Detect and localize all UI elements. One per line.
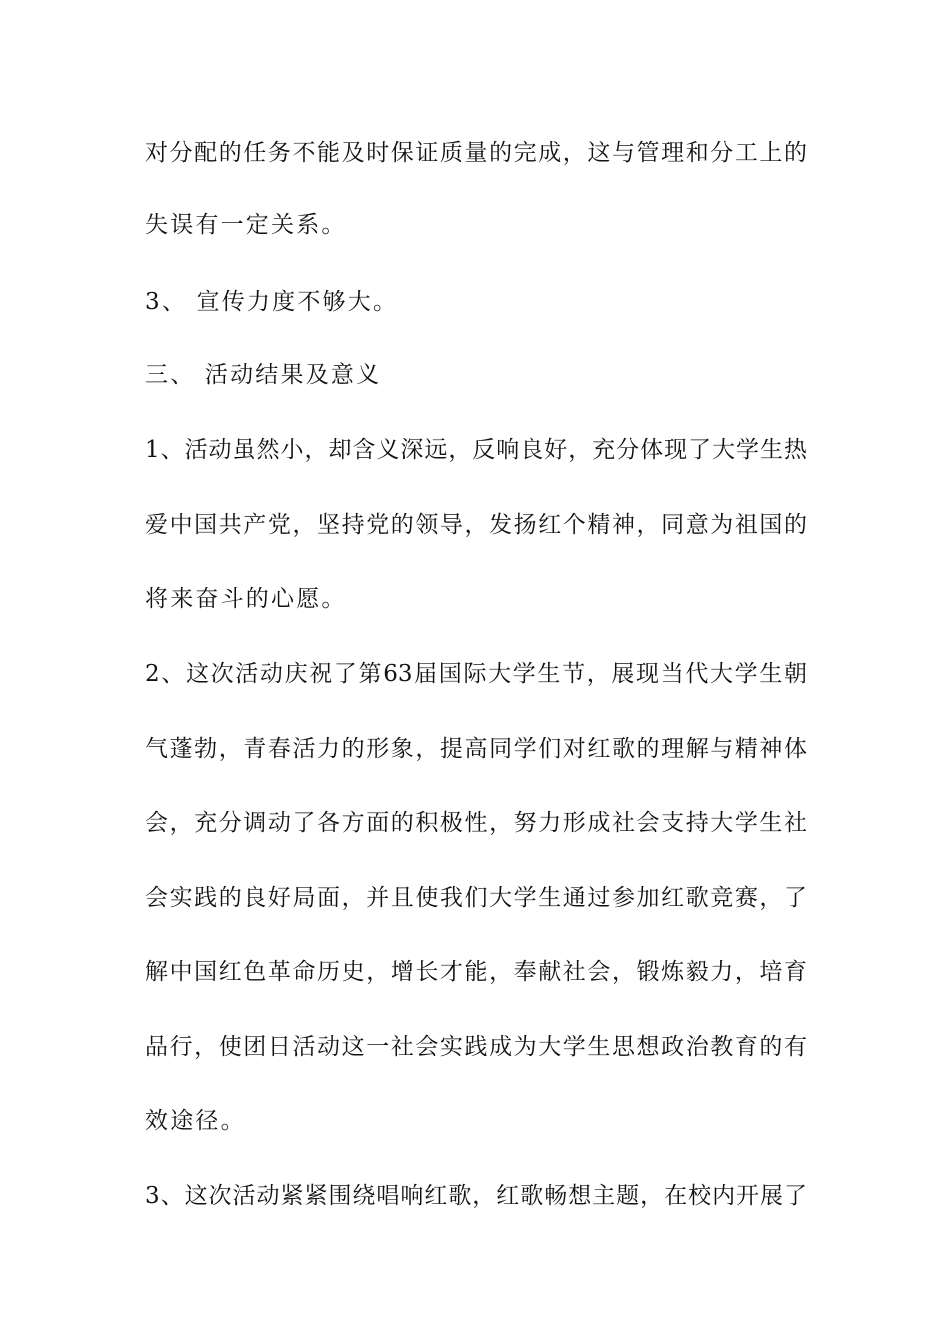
- text-line: 解中国红色革命历史，增长才能，奉献社会，锻炼毅力，培育: [145, 959, 807, 985]
- text-line: 3、这次活动紧紧围绕唱响红歌，红歌畅想主题，在校内开展了: [145, 1183, 807, 1209]
- section-heading: 三、 活动结果及意义: [145, 362, 382, 388]
- list-item-3: 3、 宣传力度不够大。: [145, 289, 399, 315]
- text-line: 2、这次活动庆祝了第63届国际大学生节，展现当代大学生朝: [145, 661, 807, 687]
- text-line: 爱中国共产党，坚持党的领导，发扬红个精神，同意为祖国的: [145, 512, 807, 538]
- text-line: 失误有一定关系。: [145, 212, 347, 238]
- text-line: 将来奋斗的心愿。: [145, 586, 347, 612]
- text-line: 会，充分调动了各方面的积极性，努力形成社会支持大学生社: [145, 810, 807, 836]
- text-line: 1、活动虽然小，却含义深远，反响良好，充分体现了大学生热: [145, 437, 807, 463]
- text-line: 效途径。: [145, 1108, 246, 1134]
- text-line: 会实践的良好局面，并且使我们大学生通过参加红歌竞赛，了: [145, 885, 807, 911]
- text-line: 气蓬勃，青春活力的形象，提高同学们对红歌的理解与精神体: [145, 736, 807, 762]
- text-line: 对分配的任务不能及时保证质量的完成，这与管理和分工上的: [145, 140, 807, 166]
- text-line: 品行，使团日活动这一社会实践成为大学生思想政治教育的有: [145, 1034, 807, 1060]
